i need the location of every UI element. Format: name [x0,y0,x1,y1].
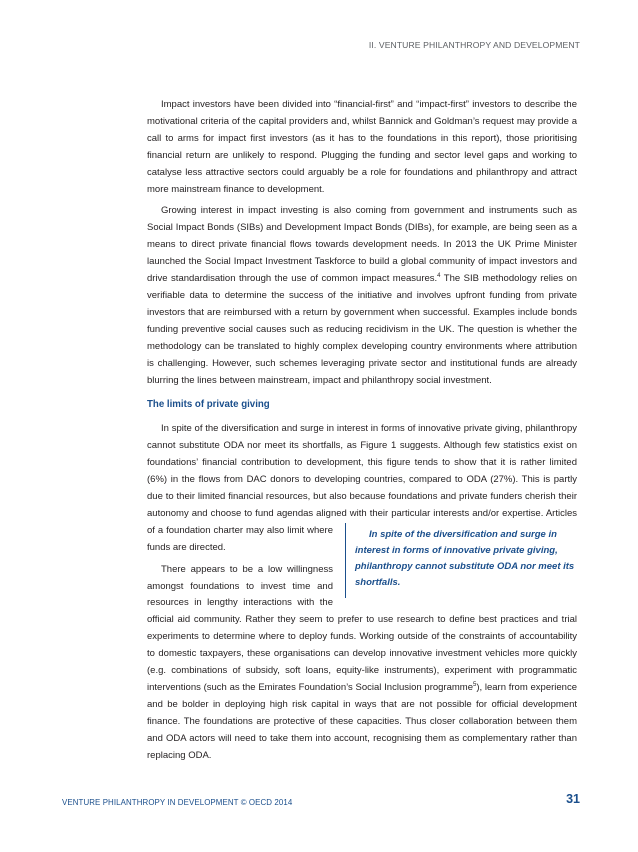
footnote-ref-4[interactable]: 4 [437,272,441,279]
paragraph-text: Growing interest in impact investing is also coming from government and instruments such as Social Impact Bonds (SIBs) and Development Impact Bonds (DIBs), for example, are being seen as a means to direct private financial flows towards development needs. In 2013 the UK Prime Minister launched the Social Impact Investment Taskforce to build a global community of impact investors and drive standardisation through the use of common impact measures. [147,205,577,285]
paragraph-text: The SIB methodology relies on verifiable data to determine the success of the initiative and involves upfront funding from private investors that are reimbursed with a return by government when successful. Examples include bonds funding preventive social causes such as reducing recidivism in the UK. The question is whether the methodology can be translated to highly complex developing country environments where attribution is challenging. However, such schemes leveraging private sector and institutional funds are already blurring the lines between mainstream, impact and philanthropy social investment. [147,273,578,386]
paragraph-limits [147,421,577,589]
paragraph-text-tail: interests and/or expertise. Articles of a foundation charter may also limit where funds are directed. [147,507,577,553]
pull-quote [345,523,577,598]
footnote-ref-5[interactable]: 5 [472,681,477,688]
running-head: II. VENTURE PHILANTHROPY AND DEVELOPMENT [368,40,580,50]
page-number: 31 [566,792,580,806]
paragraph-impact-investors: Impact investors have been divided into “financial-first” and “impact-first” investors to describe the motivational criteria of the capital providers and, whilst Bannick and Goldman’s request may provide a call to arms for impact first investors (as it has to the foundations in this report), those prioritising financial return are unlikely to respond. Plugging the funding and sector level gaps and working to catalyse less attractive sectors could arguably be a role for foundations and philanthropy and attract more mainstream finance to development. [147,99,577,195]
footer-publication: VENTURE PHILANTHROPY IN DEVELOPMENT © OECD 2014 [62,798,293,807]
paragraph-text: ), learn from experience and be bolder in deploying high risk capital in ways that are not possible for official development finance. The foundations are protective of these capacities. Thus closer collaboration between them and ODA actors will need to take them into account, recognising them as complementary rather than replacing ODA. [147,682,577,761]
paragraph-text: There appears to be a low willingness amongst foundations to invest time and resources in lengthy interactions with the official aid community. Rather they seem to prefer to use research to define best practices and trial experiments to determine where to deploy funds. Working outside of the constraints of accountability to domestic taxpayers, these organisations can develop innovative investment vehicles more quickly (e.g. combinations of subsidy, soft loans, equity-like instruments), experiment with programmatic interventions (such as the Emirates Foundation’s Social Inclusion programme [147,563,577,693]
main-content [147,97,577,770]
pull-quote-text: In spite of the diversification and surge in interest in forms of innovative private giving, philanthropy cannot substitute ODA nor meet its shortfalls. [355,528,575,589]
paragraph-text: In spite of the diversification and surge in interest in forms of innovative private giving, philanthropy cannot substitute ODA nor meet its shortfalls, as Figure 1 suggests. Although few statistics exist on foundations’ financial contribution to development, this figure tends to show that it is rather limited (6%) in the flows from DAC donors to developing countries, compared to ODA (27%). This is partly due to their limited financial resources, but also because foundations and private funders cherish their autonomy and choose to fund agendas aligned with their particular [147,423,577,519]
paragraph-growing-interest [147,203,577,389]
section-heading: The limits of private giving [147,399,270,411]
